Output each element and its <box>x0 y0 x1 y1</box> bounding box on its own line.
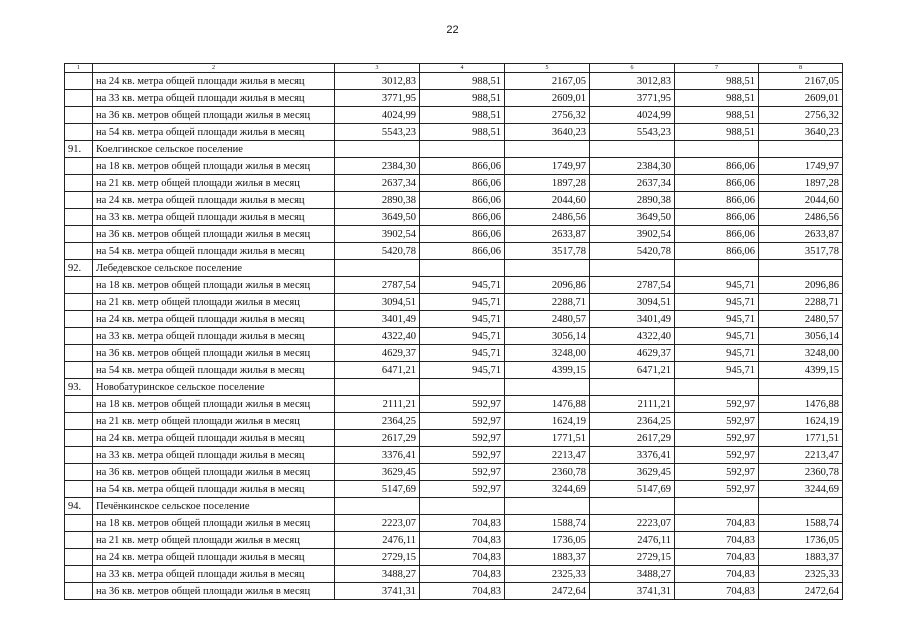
value-cell: 704,83 <box>420 549 505 566</box>
row-label: на 24 кв. метра общей площади жилья в месяц <box>93 549 335 566</box>
value-cell: 2111,21 <box>590 396 675 413</box>
page-number: 22 <box>446 24 459 36</box>
row-number-cell <box>65 583 93 600</box>
row-label: на 18 кв. метров общей площади жилья в месяц <box>93 515 335 532</box>
row-number-cell <box>65 294 93 311</box>
value-cell: 704,83 <box>675 515 759 532</box>
empty-cell <box>420 260 505 277</box>
section-row <box>65 379 843 396</box>
value-cell: 3629,45 <box>590 464 675 481</box>
value-cell: 2223,07 <box>590 515 675 532</box>
value-cell: 945,71 <box>420 311 505 328</box>
value-cell: 6471,21 <box>335 362 420 379</box>
value-cell: 866,06 <box>675 175 759 192</box>
value-cell: 5147,69 <box>335 481 420 498</box>
value-cell: 3012,83 <box>335 73 420 90</box>
row-number-cell <box>65 90 93 107</box>
value-cell: 3771,95 <box>590 90 675 107</box>
empty-cell <box>590 498 675 515</box>
value-cell: 988,51 <box>675 73 759 90</box>
row-label: на 36 кв. метров общей площади жилья в месяц <box>93 583 335 600</box>
value-cell: 2476,11 <box>335 532 420 549</box>
row-number-cell <box>65 192 93 209</box>
value-cell: 2787,54 <box>335 277 420 294</box>
empty-cell <box>335 260 420 277</box>
table-row <box>65 515 843 532</box>
empty-cell <box>590 379 675 396</box>
value-cell: 2213,47 <box>505 447 590 464</box>
empty-cell <box>759 498 843 515</box>
table-row <box>65 243 843 260</box>
row-label: на 36 кв. метров общей площади жилья в месяц <box>93 345 335 362</box>
value-cell: 2890,38 <box>590 192 675 209</box>
value-cell: 2756,32 <box>759 107 843 124</box>
table-row <box>65 583 843 600</box>
value-cell: 1771,51 <box>759 430 843 447</box>
row-label: на 24 кв. метра общей площади жилья в месяц <box>93 73 335 90</box>
value-cell: 945,71 <box>420 328 505 345</box>
value-cell: 2617,29 <box>335 430 420 447</box>
value-cell: 866,06 <box>420 192 505 209</box>
column-number: 2 <box>93 64 335 73</box>
value-cell: 2044,60 <box>505 192 590 209</box>
table-row <box>65 294 843 311</box>
table-row <box>65 447 843 464</box>
row-number-cell <box>65 447 93 464</box>
value-cell: 2384,30 <box>590 158 675 175</box>
value-cell: 2364,25 <box>335 413 420 430</box>
value-cell: 4024,99 <box>335 107 420 124</box>
table-row <box>65 124 843 141</box>
row-number-cell <box>65 396 93 413</box>
value-cell: 3771,95 <box>335 90 420 107</box>
value-cell: 3056,14 <box>759 328 843 345</box>
value-cell: 3741,31 <box>335 583 420 600</box>
value-cell: 988,51 <box>675 107 759 124</box>
value-cell: 866,06 <box>675 226 759 243</box>
row-label: на 18 кв. метров общей площади жилья в месяц <box>93 396 335 413</box>
value-cell: 3517,78 <box>505 243 590 260</box>
table-row <box>65 90 843 107</box>
value-cell: 592,97 <box>675 396 759 413</box>
value-cell: 945,71 <box>420 277 505 294</box>
table-row <box>65 549 843 566</box>
row-label: на 21 кв. метр общей площади жилья в месяц <box>93 532 335 549</box>
value-cell: 592,97 <box>420 447 505 464</box>
row-label: на 33 кв. метра общей площади жилья в месяц <box>93 447 335 464</box>
value-cell: 1883,37 <box>759 549 843 566</box>
empty-cell <box>505 379 590 396</box>
table-row <box>65 362 843 379</box>
value-cell: 3488,27 <box>590 566 675 583</box>
value-cell: 1736,05 <box>505 532 590 549</box>
value-cell: 988,51 <box>420 124 505 141</box>
empty-cell <box>675 498 759 515</box>
value-cell: 3376,41 <box>335 447 420 464</box>
table-row <box>65 481 843 498</box>
value-cell: 2637,34 <box>590 175 675 192</box>
value-cell: 4322,40 <box>590 328 675 345</box>
table-body <box>65 64 843 600</box>
value-cell: 945,71 <box>675 277 759 294</box>
value-cell: 2486,56 <box>505 209 590 226</box>
value-cell: 3094,51 <box>590 294 675 311</box>
section-title: Коелгинское сельское поселение <box>93 141 335 158</box>
value-cell: 1897,28 <box>505 175 590 192</box>
value-cell: 1624,19 <box>505 413 590 430</box>
value-cell: 2472,64 <box>505 583 590 600</box>
value-cell: 3488,27 <box>335 566 420 583</box>
value-cell: 2472,64 <box>759 583 843 600</box>
row-label: на 36 кв. метров общей площади жилья в месяц <box>93 107 335 124</box>
row-label: на 33 кв. метра общей площади жилья в месяц <box>93 209 335 226</box>
value-cell: 2223,07 <box>335 515 420 532</box>
value-cell: 3640,23 <box>759 124 843 141</box>
row-number-cell <box>65 311 93 328</box>
table-row <box>65 396 843 413</box>
value-cell: 945,71 <box>675 328 759 345</box>
value-cell: 592,97 <box>420 413 505 430</box>
value-cell: 2729,15 <box>590 549 675 566</box>
value-cell: 945,71 <box>675 311 759 328</box>
value-cell: 2480,57 <box>759 311 843 328</box>
value-cell: 988,51 <box>675 90 759 107</box>
value-cell: 1897,28 <box>759 175 843 192</box>
value-cell: 592,97 <box>420 464 505 481</box>
value-cell: 2360,78 <box>505 464 590 481</box>
row-number-cell <box>65 73 93 90</box>
value-cell: 2476,11 <box>590 532 675 549</box>
table-row <box>65 532 843 549</box>
table-row <box>65 328 843 345</box>
table-row <box>65 73 843 90</box>
row-label: на 54 кв. метра общей площади жилья в месяц <box>93 243 335 260</box>
value-cell: 2787,54 <box>590 277 675 294</box>
row-number-cell <box>65 226 93 243</box>
empty-cell <box>505 141 590 158</box>
row-label: на 36 кв. метров общей площади жилья в месяц <box>93 464 335 481</box>
section-row <box>65 141 843 158</box>
section-number: 93. <box>65 379 93 396</box>
value-cell: 3741,31 <box>590 583 675 600</box>
section-title: Новобатуринское сельское поселение <box>93 379 335 396</box>
row-label: на 33 кв. метра общей площади жилья в месяц <box>93 566 335 583</box>
section-number: 92. <box>65 260 93 277</box>
column-number: 3 <box>335 64 420 73</box>
row-label: на 54 кв. метра общей площади жилья в месяц <box>93 362 335 379</box>
value-cell: 2288,71 <box>759 294 843 311</box>
empty-cell <box>335 379 420 396</box>
empty-cell <box>759 141 843 158</box>
value-cell: 945,71 <box>675 345 759 362</box>
value-cell: 2486,56 <box>759 209 843 226</box>
section-row <box>65 498 843 515</box>
value-cell: 2288,71 <box>505 294 590 311</box>
value-cell: 5420,78 <box>590 243 675 260</box>
row-number-cell <box>65 209 93 226</box>
value-cell: 2360,78 <box>759 464 843 481</box>
row-label: на 54 кв. метра общей площади жилья в месяц <box>93 124 335 141</box>
value-cell: 1749,97 <box>505 158 590 175</box>
value-cell: 3649,50 <box>335 209 420 226</box>
value-cell: 2384,30 <box>335 158 420 175</box>
row-number-cell <box>65 124 93 141</box>
value-cell: 704,83 <box>420 566 505 583</box>
table-row <box>65 158 843 175</box>
value-cell: 704,83 <box>675 532 759 549</box>
value-cell: 866,06 <box>420 209 505 226</box>
empty-cell <box>675 379 759 396</box>
empty-cell <box>420 379 505 396</box>
value-cell: 1736,05 <box>759 532 843 549</box>
row-number-cell <box>65 566 93 583</box>
empty-cell <box>335 498 420 515</box>
table-row <box>65 277 843 294</box>
row-number-cell <box>65 158 93 175</box>
value-cell: 945,71 <box>420 362 505 379</box>
value-cell: 3401,49 <box>590 311 675 328</box>
value-cell: 704,83 <box>420 515 505 532</box>
value-cell: 5543,23 <box>590 124 675 141</box>
value-cell: 3056,14 <box>505 328 590 345</box>
value-cell: 3244,69 <box>505 481 590 498</box>
empty-cell <box>675 141 759 158</box>
row-number-cell <box>65 107 93 124</box>
table-row <box>65 209 843 226</box>
value-cell: 592,97 <box>675 464 759 481</box>
column-number: 6 <box>590 64 675 73</box>
value-cell: 2096,86 <box>759 277 843 294</box>
row-label: на 21 кв. метр общей площади жилья в месяц <box>93 413 335 430</box>
row-number-cell <box>65 532 93 549</box>
value-cell: 866,06 <box>675 192 759 209</box>
value-cell: 945,71 <box>420 294 505 311</box>
value-cell: 866,06 <box>420 175 505 192</box>
value-cell: 988,51 <box>420 90 505 107</box>
value-cell: 945,71 <box>420 345 505 362</box>
row-label: на 21 кв. метр общей площади жилья в месяц <box>93 175 335 192</box>
row-number-cell <box>65 549 93 566</box>
value-cell: 1588,74 <box>505 515 590 532</box>
value-cell: 592,97 <box>675 481 759 498</box>
row-label: на 36 кв. метров общей площади жилья в месяц <box>93 226 335 243</box>
value-cell: 866,06 <box>420 226 505 243</box>
value-cell: 592,97 <box>675 447 759 464</box>
value-cell: 2325,33 <box>759 566 843 583</box>
row-label: на 33 кв. метра общей площади жилья в месяц <box>93 328 335 345</box>
value-cell: 592,97 <box>675 430 759 447</box>
value-cell: 592,97 <box>420 430 505 447</box>
column-number-row <box>65 64 843 73</box>
value-cell: 2729,15 <box>335 549 420 566</box>
value-cell: 2213,47 <box>759 447 843 464</box>
column-number: 8 <box>759 64 843 73</box>
value-cell: 2617,29 <box>590 430 675 447</box>
value-cell: 3012,83 <box>590 73 675 90</box>
value-cell: 2325,33 <box>505 566 590 583</box>
row-label: на 18 кв. метров общей площади жилья в месяц <box>93 277 335 294</box>
empty-cell <box>590 141 675 158</box>
section-title: Лебедевское сельское поселение <box>93 260 335 277</box>
value-cell: 1476,88 <box>505 396 590 413</box>
value-cell: 3401,49 <box>335 311 420 328</box>
column-number: 7 <box>675 64 759 73</box>
value-cell: 3248,00 <box>505 345 590 362</box>
value-cell: 2167,05 <box>759 73 843 90</box>
value-cell: 2890,38 <box>335 192 420 209</box>
value-cell: 988,51 <box>420 107 505 124</box>
empty-cell <box>505 498 590 515</box>
table-row <box>65 311 843 328</box>
value-cell: 866,06 <box>420 158 505 175</box>
value-cell: 1771,51 <box>505 430 590 447</box>
value-cell: 3629,45 <box>335 464 420 481</box>
value-cell: 3244,69 <box>759 481 843 498</box>
value-cell: 2633,87 <box>759 226 843 243</box>
column-number: 1 <box>65 64 93 73</box>
value-cell: 945,71 <box>675 362 759 379</box>
value-cell: 592,97 <box>420 396 505 413</box>
row-number-cell <box>65 243 93 260</box>
value-cell: 5147,69 <box>590 481 675 498</box>
table-row <box>65 175 843 192</box>
value-cell: 2044,60 <box>759 192 843 209</box>
column-number: 5 <box>505 64 590 73</box>
section-row <box>65 260 843 277</box>
empty-cell <box>675 260 759 277</box>
value-cell: 704,83 <box>420 583 505 600</box>
value-cell: 1749,97 <box>759 158 843 175</box>
value-cell: 704,83 <box>675 549 759 566</box>
value-cell: 3376,41 <box>590 447 675 464</box>
value-cell: 6471,21 <box>590 362 675 379</box>
empty-cell <box>759 260 843 277</box>
empty-cell <box>759 379 843 396</box>
value-cell: 5543,23 <box>335 124 420 141</box>
value-cell: 3902,54 <box>590 226 675 243</box>
row-number-cell <box>65 515 93 532</box>
row-label: на 24 кв. метра общей площади жилья в месяц <box>93 311 335 328</box>
value-cell: 2111,21 <box>335 396 420 413</box>
row-number-cell <box>65 175 93 192</box>
row-label: на 21 кв. метр общей площади жилья в месяц <box>93 294 335 311</box>
value-cell: 988,51 <box>420 73 505 90</box>
row-label: на 54 кв. метра общей площади жилья в месяц <box>93 481 335 498</box>
value-cell: 4399,15 <box>759 362 843 379</box>
row-label: на 24 кв. метра общей площади жилья в месяц <box>93 192 335 209</box>
value-cell: 2167,05 <box>505 73 590 90</box>
value-cell: 3902,54 <box>335 226 420 243</box>
table-row <box>65 413 843 430</box>
value-cell: 1883,37 <box>505 549 590 566</box>
row-number-cell <box>65 362 93 379</box>
value-cell: 4399,15 <box>505 362 590 379</box>
row-number-cell <box>65 328 93 345</box>
table-row <box>65 430 843 447</box>
table-row <box>65 107 843 124</box>
value-cell: 2609,01 <box>505 90 590 107</box>
row-number-cell <box>65 481 93 498</box>
tariff-table <box>64 63 843 600</box>
value-cell: 866,06 <box>675 209 759 226</box>
value-cell: 2633,87 <box>505 226 590 243</box>
value-cell: 4024,99 <box>590 107 675 124</box>
row-label: на 24 кв. метра общей площади жилья в месяц <box>93 430 335 447</box>
section-number: 94. <box>65 498 93 515</box>
value-cell: 2609,01 <box>759 90 843 107</box>
column-number: 4 <box>420 64 505 73</box>
table-row <box>65 192 843 209</box>
value-cell: 866,06 <box>675 243 759 260</box>
value-cell: 2364,25 <box>590 413 675 430</box>
table-row <box>65 464 843 481</box>
value-cell: 3248,00 <box>759 345 843 362</box>
table-row <box>65 566 843 583</box>
row-number-cell <box>65 345 93 362</box>
empty-cell <box>335 141 420 158</box>
value-cell: 704,83 <box>675 566 759 583</box>
empty-cell <box>420 498 505 515</box>
value-cell: 3094,51 <box>335 294 420 311</box>
value-cell: 5420,78 <box>335 243 420 260</box>
value-cell: 3640,23 <box>505 124 590 141</box>
row-label: на 18 кв. метров общей площади жилья в месяц <box>93 158 335 175</box>
row-number-cell <box>65 464 93 481</box>
value-cell: 866,06 <box>675 158 759 175</box>
value-cell: 592,97 <box>420 481 505 498</box>
table-row <box>65 345 843 362</box>
table-row <box>65 226 843 243</box>
value-cell: 866,06 <box>420 243 505 260</box>
row-label: на 33 кв. метра общей площади жилья в месяц <box>93 90 335 107</box>
value-cell: 2096,86 <box>505 277 590 294</box>
value-cell: 2637,34 <box>335 175 420 192</box>
empty-cell <box>420 141 505 158</box>
value-cell: 704,83 <box>675 583 759 600</box>
value-cell: 988,51 <box>675 124 759 141</box>
value-cell: 1624,19 <box>759 413 843 430</box>
value-cell: 4322,40 <box>335 328 420 345</box>
value-cell: 4629,37 <box>335 345 420 362</box>
row-number-cell <box>65 413 93 430</box>
empty-cell <box>505 260 590 277</box>
row-number-cell <box>65 430 93 447</box>
value-cell: 3517,78 <box>759 243 843 260</box>
value-cell: 704,83 <box>420 532 505 549</box>
value-cell: 4629,37 <box>590 345 675 362</box>
value-cell: 945,71 <box>675 294 759 311</box>
value-cell: 3649,50 <box>590 209 675 226</box>
value-cell: 2756,32 <box>505 107 590 124</box>
value-cell: 592,97 <box>675 413 759 430</box>
value-cell: 1588,74 <box>759 515 843 532</box>
value-cell: 2480,57 <box>505 311 590 328</box>
empty-cell <box>590 260 675 277</box>
value-cell: 1476,88 <box>759 396 843 413</box>
row-number-cell <box>65 277 93 294</box>
section-title: Печёнкинское сельское поселение <box>93 498 335 515</box>
section-number: 91. <box>65 141 93 158</box>
